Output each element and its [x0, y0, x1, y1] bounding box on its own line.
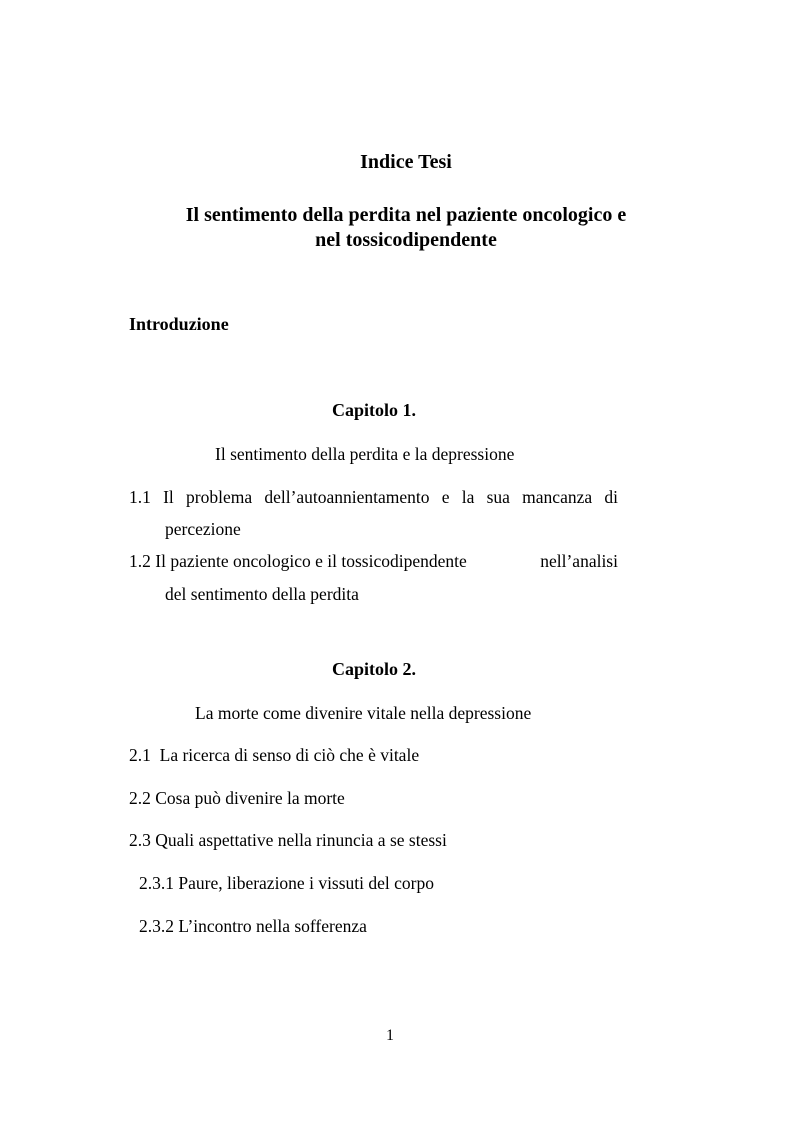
thesis-title-line-2: nel tossicodipendente	[315, 229, 497, 251]
toc-word: dell’autoannientamento	[264, 487, 430, 507]
toc-entry-2-3: 2.3 Quali aspettative nella rinuncia a se stessi	[129, 830, 447, 850]
toc-word: 1.1	[129, 487, 151, 507]
toc-word: e	[441, 487, 450, 507]
page-number: 1	[386, 1027, 394, 1044]
toc-entry-2-3-2: 2.3.2 L’incontro nella sofferenza	[139, 916, 367, 936]
chapter-1-subtitle: Il sentimento della perdita e la depressione	[215, 444, 515, 464]
document-title: Indice Tesi	[360, 151, 452, 173]
toc-entry-2-3-1: 2.3.1 Paure, liberazione i vissuti del corpo	[139, 873, 434, 893]
toc-entry-1-2-line-2: del sentimento della perdita	[165, 584, 359, 604]
toc-entry-2-1: 2.1 La ricerca di senso di ciò che è vitale	[129, 745, 420, 765]
toc-word: problema	[186, 487, 253, 507]
chapter-1-heading: Capitolo 1.	[331, 400, 416, 420]
chapter-2-subtitle: La morte come divenire vitale nella depressione	[195, 703, 532, 723]
toc-text: 1.2 Il paziente oncologico e il tossicodipendente	[129, 551, 467, 571]
toc-word: la	[461, 487, 475, 507]
toc-word: di	[604, 487, 618, 507]
thesis-title-line-1: Il sentimento della perdita nel paziente oncologico e	[185, 204, 627, 226]
toc-text: nell’analisi	[540, 551, 618, 571]
toc-word: sua	[486, 487, 510, 507]
toc-word: mancanza	[522, 487, 593, 507]
toc-entry-1-1-line-1	[129, 487, 618, 508]
introduction-heading: Introduzione	[129, 314, 229, 334]
toc-entry-1-1-line-2: percezione	[165, 519, 241, 539]
toc-entry-1-2-line-1	[129, 551, 618, 572]
toc-entry-2-2: 2.2 Cosa può divenire la morte	[129, 788, 345, 808]
chapter-2-heading: Capitolo 2.	[331, 659, 416, 679]
toc-word: Il	[163, 487, 174, 507]
